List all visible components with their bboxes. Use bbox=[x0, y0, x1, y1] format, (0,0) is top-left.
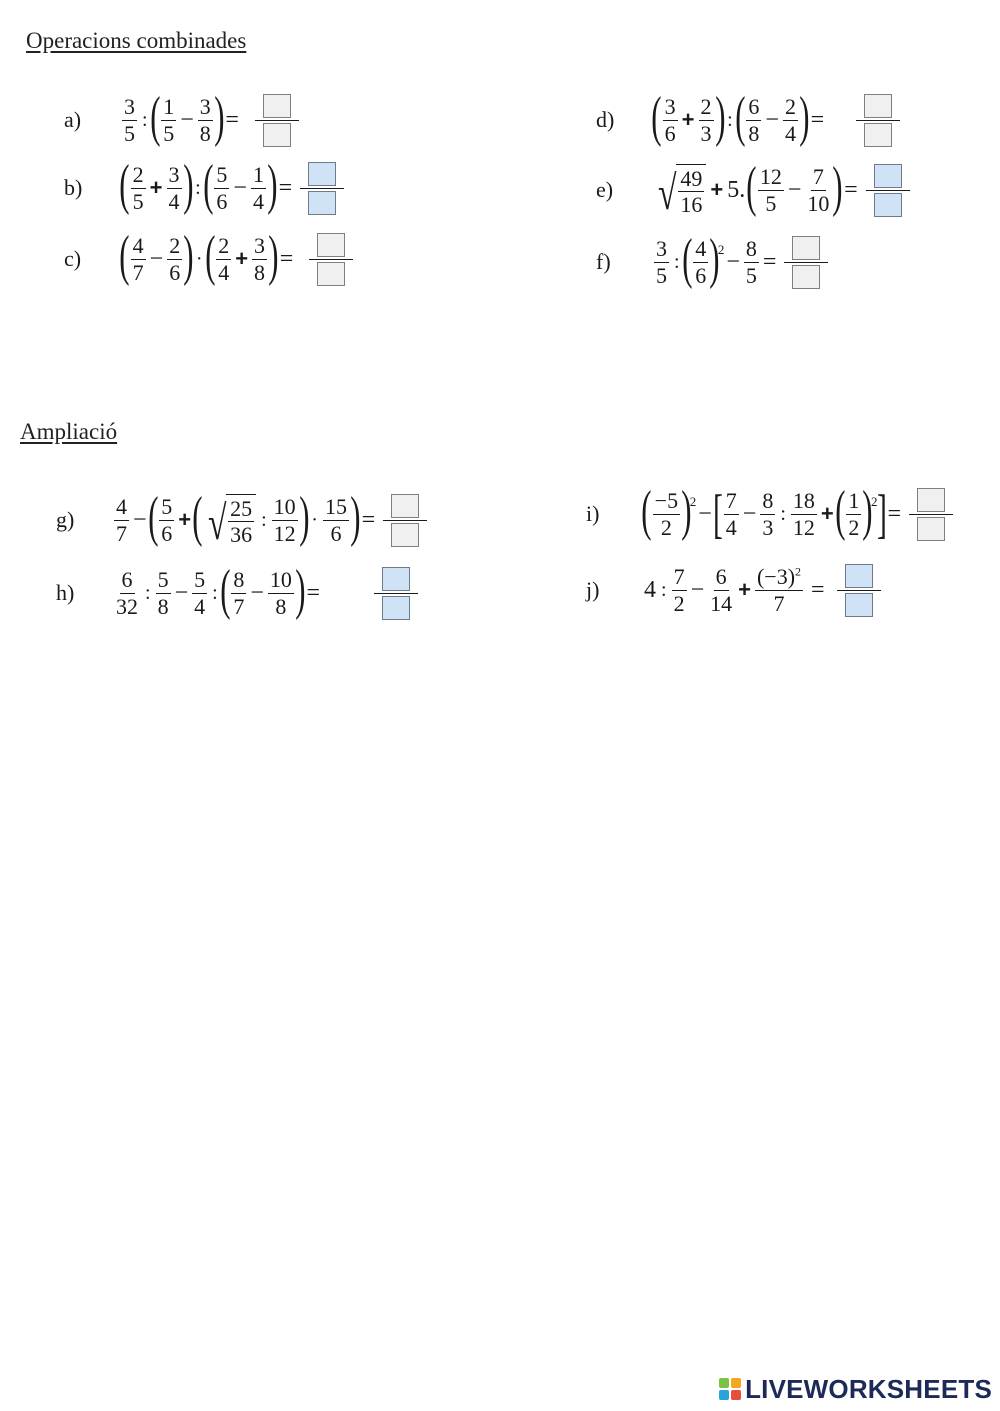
exercise-label: g) bbox=[56, 507, 75, 532]
minus-sign: − bbox=[787, 177, 802, 203]
minus-sign: − bbox=[180, 107, 194, 133]
fraction: $\frac{3}{5}$ bbox=[656, 236, 667, 288]
exercise-i bbox=[586, 474, 953, 554]
divide-sign: : bbox=[195, 177, 201, 199]
answer-fraction bbox=[309, 233, 353, 286]
answer-denominator-input[interactable] bbox=[792, 265, 820, 289]
answer-fraction bbox=[383, 494, 427, 547]
exponent: 2 bbox=[717, 242, 725, 257]
fraction: $\frac{8}{5}$ bbox=[745, 236, 757, 288]
equals-sign: = bbox=[361, 507, 376, 533]
answer-numerator-input[interactable] bbox=[382, 567, 410, 591]
divide-sign: : bbox=[145, 582, 151, 604]
plus-sign: + bbox=[235, 246, 249, 271]
minus-sign: − bbox=[133, 507, 147, 533]
minus-sign: − bbox=[726, 249, 740, 275]
answer-fraction bbox=[856, 94, 900, 147]
integer: 5. bbox=[727, 176, 746, 203]
fraction: $\frac{3}{8}$ bbox=[199, 94, 211, 146]
logo-icon bbox=[719, 1378, 741, 1400]
answer-numerator-input[interactable] bbox=[308, 162, 336, 186]
square-root: √ $\frac{49}{16}$ bbox=[654, 164, 706, 217]
logo-square-red bbox=[731, 1390, 741, 1400]
equals-sign: = bbox=[762, 249, 777, 275]
fraction: $\frac{1}{2}$ bbox=[848, 488, 860, 540]
brand-name: LIVEWORKSHEETS bbox=[745, 1373, 992, 1404]
section-title-combined: Operacions combinades bbox=[26, 28, 247, 53]
minus-sign: − bbox=[174, 580, 189, 606]
answer-denominator-input[interactable] bbox=[317, 262, 345, 286]
minus-sign: − bbox=[698, 501, 712, 527]
minus-sign: − bbox=[690, 577, 705, 603]
fraction: $\frac{2}{4}$ bbox=[218, 233, 230, 285]
answer-numerator-input[interactable] bbox=[874, 164, 902, 188]
fraction: $\frac{25}{36}$ bbox=[230, 495, 253, 547]
fraction: $\frac{7}{2}$ bbox=[673, 564, 685, 616]
fraction: $\frac{4}{7}$ bbox=[132, 233, 144, 285]
answer-numerator-input[interactable] bbox=[391, 494, 419, 518]
exercise-label: f) bbox=[596, 249, 611, 274]
multiply-sign: · bbox=[195, 248, 203, 270]
answer-numerator-input[interactable] bbox=[845, 564, 873, 588]
equals-sign: = bbox=[844, 177, 858, 203]
minus-sign: − bbox=[765, 107, 779, 133]
exercise-d bbox=[596, 80, 900, 160]
plus-sign: + bbox=[710, 177, 724, 202]
equals-sign: = bbox=[306, 580, 321, 606]
liveworksheets-logo bbox=[719, 1373, 992, 1405]
fraction: $\frac{(-3)^2}{7}$ bbox=[756, 564, 802, 616]
answer-fraction bbox=[784, 236, 828, 289]
answer-denominator-input[interactable] bbox=[308, 191, 336, 215]
fraction: $\frac{15}{6}$ bbox=[324, 494, 347, 546]
answer-denominator-input[interactable] bbox=[263, 123, 291, 147]
integer: 4 bbox=[644, 576, 656, 603]
exercise-f bbox=[596, 222, 828, 302]
plus-sign: + bbox=[149, 175, 163, 200]
fraction: $\frac{8}{7}$ bbox=[233, 567, 245, 619]
answer-denominator-input[interactable] bbox=[845, 593, 873, 617]
exercise-j bbox=[586, 550, 881, 630]
plus-sign: + bbox=[681, 107, 695, 132]
exercise-label: a) bbox=[64, 107, 82, 132]
fraction: $\frac{5}{6}$ bbox=[216, 162, 228, 214]
fraction: $\frac{5}{8}$ bbox=[157, 567, 169, 619]
fraction: $\frac{5}{4}$ bbox=[194, 567, 206, 619]
plus-sign: + bbox=[820, 501, 834, 526]
answer-numerator-input[interactable] bbox=[864, 94, 892, 118]
logo-square-green bbox=[719, 1378, 729, 1388]
section-title-extension: Ampliació bbox=[20, 419, 118, 444]
exercise-label: h) bbox=[56, 580, 75, 605]
answer-fraction bbox=[255, 94, 299, 147]
plus-sign: + bbox=[738, 577, 751, 602]
answer-denominator-input[interactable] bbox=[864, 123, 892, 147]
answer-fraction bbox=[909, 488, 953, 541]
square-root: √ $\frac{25}{36}$ bbox=[204, 494, 256, 547]
expression: ( $\frac{3}{6}$ + $\frac{2}{3}$ ) : ( $\frac{6}{8}$ − $\frac{2}{4}$ ) = bbox=[652, 92, 900, 148]
exercise-c bbox=[64, 219, 353, 299]
divide-sign: : bbox=[674, 251, 680, 273]
fraction: $\frac{2}{3}$ bbox=[700, 94, 712, 146]
answer-fraction bbox=[300, 162, 344, 215]
logo-square-orange bbox=[731, 1378, 741, 1388]
fraction: $\frac{2}{5}$ bbox=[132, 162, 144, 214]
expression: $\frac{3}{5}$ : ( $\frac{1}{5}$ − $\frac{3}{8}$ ) = bbox=[120, 92, 299, 148]
fraction: $\frac{10}{12}$ bbox=[273, 494, 296, 546]
logo-square-blue bbox=[719, 1390, 729, 1400]
exponent: 2 bbox=[871, 494, 878, 509]
exponent: 2 bbox=[689, 494, 697, 509]
minus-sign: − bbox=[233, 175, 247, 201]
expression: ( $\frac{4}{7}$ − $\frac{2}{6}$ ) · ( $\frac{2}{4}$ + $\frac{3}{8}$ ) = bbox=[120, 231, 353, 287]
expression bbox=[642, 564, 881, 617]
answer-fraction bbox=[374, 567, 418, 620]
answer-denominator-input[interactable] bbox=[874, 193, 902, 217]
answer-numerator-input[interactable] bbox=[792, 236, 820, 260]
answer-numerator-input[interactable] bbox=[917, 488, 945, 512]
exercise-e bbox=[596, 150, 910, 230]
divide-sign: : bbox=[142, 109, 148, 131]
fraction: $\frac{3}{6}$ bbox=[664, 94, 676, 146]
fraction: $\frac{5}{6}$ bbox=[161, 494, 173, 546]
expression: √ $\frac{49}{16}$ + 5. ( $\frac{12}{5}$ − $\frac{7}{10}$ ) = bbox=[652, 162, 910, 218]
equals-sign: = bbox=[887, 501, 902, 527]
expression: $\frac{4}{7}$ − ( $\frac{5}{6}$ + ( √ $\frac{25}{36}$ : $\frac{10}{12}$ ) · $\frac{15}{6}$ ) = bbox=[112, 492, 427, 548]
answer-numerator-input[interactable] bbox=[317, 233, 345, 257]
divide-sign: : bbox=[261, 509, 267, 531]
expression: $\frac{3}{5}$ : ( $\frac{4}{6}$ ) 2 − $\frac{8}{5}$ = bbox=[652, 234, 828, 290]
exercise-label: d) bbox=[596, 107, 615, 132]
fraction: $\frac{1}{4}$ bbox=[252, 162, 264, 214]
fraction: $\frac{3}{4}$ bbox=[168, 162, 180, 214]
fraction: $\frac{12}{5}$ bbox=[759, 164, 782, 216]
exercise-label: b) bbox=[64, 175, 83, 200]
exercise-label: c) bbox=[64, 246, 82, 271]
fraction: $\frac{49}{16}$ bbox=[680, 165, 703, 217]
divide-sign: : bbox=[212, 582, 218, 604]
exercise-label: j) bbox=[586, 577, 600, 602]
fraction: $\frac{7}{10}$ bbox=[807, 164, 830, 216]
answer-fraction bbox=[866, 164, 910, 217]
fraction: $\frac{-5}{2}$ bbox=[654, 488, 679, 540]
expression: ( $\frac{2}{5}$ + $\frac{3}{4}$ ) : ( $\frac{5}{6}$ − $\frac{1}{4}$ ) = bbox=[120, 160, 344, 216]
divide-sign: : bbox=[780, 503, 786, 525]
fraction: $\frac{8}{3}$ bbox=[762, 488, 774, 540]
fraction: $\frac{10}{8}$ bbox=[269, 567, 292, 619]
fraction: $\frac{6}{32}$ bbox=[116, 567, 138, 619]
answer-numerator-input[interactable] bbox=[263, 94, 291, 118]
exercise-label: e) bbox=[596, 177, 614, 202]
exercise-b bbox=[64, 148, 344, 228]
fraction: $\frac{3}{5}$ bbox=[124, 94, 135, 146]
multiply-sign: · bbox=[311, 509, 318, 531]
exercise-h bbox=[56, 553, 418, 633]
answer-fraction bbox=[837, 564, 881, 617]
plus-sign: + bbox=[178, 507, 192, 532]
divide-sign: : bbox=[727, 109, 733, 131]
fraction: $\frac{2}{4}$ bbox=[784, 94, 796, 146]
exercise-g bbox=[56, 480, 427, 560]
equals-sign: = bbox=[279, 246, 294, 272]
divide-sign: : bbox=[661, 579, 667, 601]
fraction: $\frac{6}{8}$ bbox=[748, 94, 760, 146]
fraction: $\frac{4}{6}$ bbox=[695, 236, 707, 288]
fraction: $\frac{1}{5}$ bbox=[163, 94, 175, 146]
fraction: $\frac{2}{6}$ bbox=[169, 233, 181, 285]
minus-sign: − bbox=[149, 246, 164, 272]
exercise-label: i) bbox=[586, 501, 600, 526]
fraction: $\frac{18}{12}$ bbox=[792, 488, 815, 540]
equals-sign: = bbox=[810, 107, 825, 133]
fraction: $\frac{7}{4}$ bbox=[725, 488, 737, 540]
expression: ( $\frac{-5}{2}$ ) 2 − [ $\frac{7}{4}$ − $\frac{8}{3}$ : $\frac{18}{12}$ + ( $\frac{1}{2}$ ) 2 ] = bbox=[642, 486, 953, 542]
minus-sign: − bbox=[742, 501, 757, 527]
equals-sign: = bbox=[811, 577, 825, 603]
answer-denominator-input[interactable] bbox=[917, 517, 945, 541]
equals-sign: = bbox=[278, 175, 293, 201]
minus-sign: − bbox=[250, 580, 264, 606]
fraction: $\frac{4}{7}$ bbox=[116, 494, 127, 546]
expression: $\frac{6}{32}$ : $\frac{5}{8}$ − $\frac{5}{4}$ : ( $\frac{8}{7}$ − $\frac{10}{8}$ ) = bbox=[112, 565, 418, 621]
fraction: $\frac{6}{14}$ bbox=[710, 564, 733, 616]
answer-denominator-input[interactable] bbox=[382, 596, 410, 620]
equals-sign: = bbox=[225, 107, 239, 133]
answer-denominator-input[interactable] bbox=[391, 523, 419, 547]
fraction: $\frac{3}{8}$ bbox=[254, 233, 266, 285]
